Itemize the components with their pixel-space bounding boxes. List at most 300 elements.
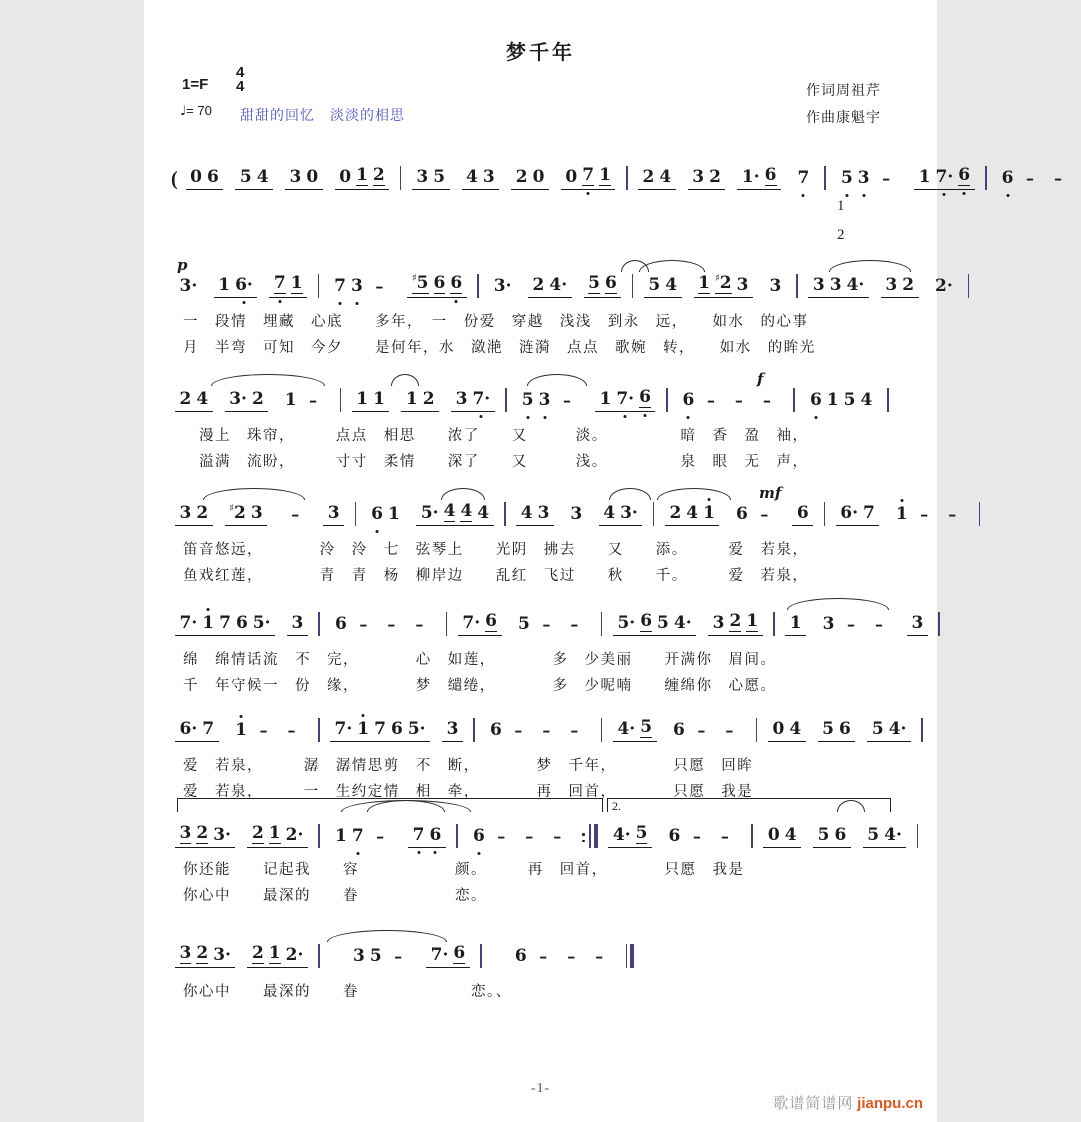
note	[408, 721, 426, 738]
note	[180, 391, 192, 408]
note-digit: 2	[532, 275, 545, 295]
score-system	[169, 372, 891, 484]
note-digit: 7	[374, 719, 386, 739]
note	[213, 827, 231, 844]
note	[539, 392, 551, 409]
note	[433, 169, 445, 186]
barline-stroke	[318, 944, 320, 968]
note	[477, 505, 489, 522]
barline-stroke	[751, 824, 753, 848]
barline	[966, 274, 971, 298]
measure	[607, 718, 762, 742]
measure	[324, 824, 462, 848]
slur-arc	[211, 374, 325, 386]
barline-stroke	[979, 502, 981, 526]
song-subtitle: 甜甜的回忆 淡淡的相思	[240, 109, 405, 124]
time-signature	[236, 66, 244, 94]
note-group	[768, 721, 806, 742]
note-digit: 6	[735, 504, 748, 524]
note	[692, 169, 704, 186]
note	[456, 391, 468, 408]
note	[219, 615, 231, 632]
measure	[169, 502, 361, 526]
verse-number: 1	[837, 198, 845, 214]
note-digit: 5	[433, 167, 446, 187]
note-group	[468, 828, 573, 848]
note-digit: 5·	[252, 613, 271, 633]
note	[935, 169, 953, 186]
note	[769, 278, 781, 295]
time-signature-bottom: 4	[236, 78, 245, 95]
note-digit: –	[760, 505, 769, 524]
note-digit: 7·	[935, 167, 954, 187]
note	[772, 721, 784, 738]
note	[697, 723, 705, 739]
measure	[406, 166, 632, 190]
barline-stroke	[340, 388, 342, 412]
octave-dot-below	[587, 192, 590, 195]
note	[884, 827, 902, 844]
lyrics-line: 一 段情 埋藏 心底 多年， 一 份爱 穿越 浅浅 到永 远， 如水 的心事	[183, 314, 809, 330]
note	[847, 277, 865, 294]
note	[357, 721, 369, 738]
note-digit: –	[539, 947, 548, 966]
note-digit: –	[259, 721, 268, 740]
note	[639, 389, 651, 408]
note	[444, 503, 456, 522]
note	[356, 391, 368, 408]
note	[768, 827, 780, 844]
note-digit: 3·	[229, 389, 247, 409]
slur-arc	[527, 374, 587, 386]
octave-dot-above	[708, 498, 711, 501]
note	[516, 169, 528, 186]
note-digit: 3	[352, 946, 365, 966]
note-group	[225, 391, 269, 412]
note	[919, 169, 931, 186]
note-digit: 3	[911, 613, 924, 633]
note	[374, 721, 386, 738]
sharp-icon: ♯	[714, 273, 720, 284]
measure	[169, 718, 324, 742]
lyrics-line: 漫上 珠帘， 点点 相思 浓了 又 淡。 暗 香 盈 袖，	[183, 428, 809, 444]
octave-dot-below	[526, 416, 529, 419]
note-digit: 6	[433, 273, 446, 293]
measure	[762, 718, 928, 742]
note	[785, 827, 797, 844]
barline	[792, 388, 797, 412]
score-system	[169, 798, 902, 910]
note	[844, 392, 856, 409]
barline	[977, 502, 982, 526]
note	[352, 828, 364, 845]
note-digit: 3	[812, 275, 825, 295]
note	[735, 393, 743, 409]
measure	[169, 274, 324, 298]
note	[373, 391, 385, 408]
note	[286, 827, 304, 844]
note-digit: 1·	[741, 167, 760, 187]
note	[180, 615, 198, 632]
note-digit: 6	[490, 720, 502, 740]
note-digit: 4	[466, 167, 478, 187]
note-digit: 6	[453, 943, 466, 963]
barline	[754, 718, 759, 742]
note-digit: 1	[235, 720, 247, 740]
octave-dot-below	[963, 192, 966, 195]
barline-stroke	[630, 944, 634, 968]
note-group	[678, 392, 783, 412]
note-digit: –	[375, 277, 384, 296]
notation-line	[169, 611, 924, 636]
note	[958, 167, 970, 186]
note	[447, 721, 459, 738]
note-group	[561, 167, 616, 190]
barline-stroke	[824, 502, 826, 526]
note-digit: 3	[179, 503, 192, 523]
note-digit: 7	[412, 825, 425, 845]
note	[515, 948, 527, 965]
note	[334, 278, 346, 295]
note-digit: 6	[450, 273, 463, 293]
note-digit: –	[553, 827, 562, 846]
site-url-link[interactable]: jianpu.cn	[857, 1095, 923, 1112]
repeat-dots-icon	[582, 833, 585, 842]
note-digit: 7	[219, 613, 231, 633]
note	[387, 617, 395, 633]
note-digit: 7·	[179, 613, 198, 633]
note	[521, 505, 533, 522]
ending-label: 2.	[612, 799, 621, 813]
note	[659, 169, 671, 186]
note	[252, 825, 264, 844]
note	[640, 719, 652, 738]
note	[840, 505, 858, 522]
note	[539, 949, 547, 965]
note-digit: –	[291, 505, 300, 524]
note	[673, 722, 685, 739]
octave-dot-below	[480, 415, 483, 418]
barline	[795, 274, 800, 298]
note-group	[914, 167, 974, 190]
octave-dot-below	[242, 301, 245, 304]
note-digit: 3	[857, 168, 870, 188]
measure	[480, 718, 607, 742]
note-digit: –	[359, 615, 368, 634]
note-digit: 4	[686, 503, 699, 523]
note	[370, 948, 382, 965]
note	[290, 169, 302, 186]
note-group	[489, 278, 516, 298]
note-digit: 6	[1001, 168, 1014, 188]
note-digit: 5·	[420, 503, 439, 523]
note	[269, 945, 281, 964]
barline	[915, 824, 920, 848]
barline-stroke	[756, 718, 758, 742]
octave-dot-below	[814, 416, 817, 419]
barline	[317, 824, 322, 848]
note-digit: 1	[356, 389, 369, 409]
note	[196, 825, 208, 844]
octave-dot-below	[643, 414, 646, 417]
verse-number: 2	[837, 227, 845, 243]
measure	[830, 166, 991, 190]
note	[729, 613, 741, 632]
note	[375, 279, 383, 295]
note-digit: 5	[822, 719, 834, 739]
note-group	[813, 827, 851, 848]
notation-line	[169, 501, 957, 526]
note-digit: 1	[789, 613, 802, 633]
note-digit: 7·	[462, 613, 481, 633]
note-digit: 6	[639, 387, 651, 407]
note-digit: 6	[485, 611, 497, 631]
note-digit: 4	[784, 825, 797, 845]
note-digit: 4	[196, 389, 209, 409]
note-digit: –	[882, 169, 891, 188]
note-digit: 1	[373, 389, 385, 409]
octave-dot-below	[356, 852, 359, 855]
note	[570, 723, 578, 739]
note-digit: –	[376, 827, 385, 846]
dynamic-mark: mf	[759, 484, 782, 502]
note-group	[638, 169, 676, 190]
note	[674, 615, 692, 632]
barline	[338, 388, 343, 412]
measure	[180, 166, 406, 190]
barline-stroke	[921, 718, 923, 742]
note	[1054, 171, 1062, 187]
note-group	[613, 613, 696, 636]
notation-line	[169, 388, 891, 412]
note-group	[818, 616, 895, 636]
note	[257, 169, 269, 186]
slur-arc	[609, 488, 651, 500]
note	[582, 167, 594, 186]
note-digit: 2	[251, 823, 264, 843]
note-digit: 4	[665, 275, 678, 295]
note	[450, 275, 462, 294]
note-digit: 6	[334, 614, 347, 634]
note	[798, 170, 810, 187]
note-digit: 6	[764, 165, 777, 185]
note-digit: 6	[390, 719, 403, 739]
note-group	[279, 507, 311, 526]
note-group	[235, 169, 273, 190]
note-group	[517, 392, 583, 412]
note	[948, 507, 956, 523]
note-digit: 1	[746, 611, 759, 631]
note	[373, 167, 385, 186]
note	[715, 274, 732, 294]
open-paren: (	[171, 168, 178, 190]
note-digit: 5	[648, 275, 661, 295]
note-digit: 7·	[616, 389, 635, 409]
note	[818, 827, 830, 844]
octave-dot-below	[434, 851, 437, 854]
note	[309, 393, 317, 409]
octave-dot-below	[543, 416, 546, 419]
note	[686, 505, 698, 522]
barline-stroke	[477, 274, 479, 298]
note	[920, 507, 928, 523]
note	[549, 277, 567, 294]
measure	[361, 502, 511, 526]
barline	[823, 166, 828, 190]
note-digit: 2	[179, 389, 192, 409]
note	[570, 506, 582, 523]
barline-stroke	[626, 166, 628, 190]
note	[760, 507, 768, 523]
note-digit: 6	[604, 273, 617, 293]
note-digit: 3	[416, 167, 429, 187]
note	[339, 169, 351, 186]
note-group	[997, 170, 1081, 190]
measure	[659, 502, 830, 526]
note-digit: 6	[834, 825, 847, 845]
note-digit: 5·	[617, 613, 636, 633]
note-digit: 1	[218, 275, 231, 295]
note-digit: 1	[356, 165, 368, 185]
measure	[779, 612, 944, 636]
note-group	[931, 278, 958, 298]
note-digit: –	[542, 615, 551, 634]
note-digit: 5	[817, 825, 830, 845]
note	[292, 615, 304, 632]
score-system	[169, 256, 953, 370]
note	[415, 617, 423, 633]
barline-stroke	[666, 388, 668, 412]
note-digit: 1	[357, 719, 370, 739]
note-digit: 3	[538, 390, 551, 410]
note-group	[231, 722, 308, 742]
note	[736, 506, 748, 523]
note-digit: 6	[640, 611, 653, 631]
note-digit: 3·	[213, 945, 231, 965]
note-group	[225, 504, 268, 526]
barline-stroke	[601, 718, 603, 742]
note-group	[416, 503, 493, 526]
barline-stroke	[626, 944, 628, 968]
note-group	[412, 169, 450, 190]
note-group	[407, 274, 466, 298]
measure	[342, 944, 486, 968]
note	[533, 277, 545, 294]
note	[698, 275, 710, 294]
measure	[799, 388, 893, 412]
note-digit: 3	[822, 614, 835, 634]
note	[863, 505, 875, 522]
note	[421, 505, 439, 522]
note	[453, 945, 465, 964]
note-digit: –	[542, 721, 551, 740]
note	[841, 170, 853, 187]
note	[599, 391, 611, 408]
note-digit: 3	[482, 167, 495, 187]
note-digit: 5	[369, 946, 382, 966]
note-digit: 2	[234, 503, 246, 523]
note-digit: 7	[351, 826, 364, 846]
note	[229, 504, 246, 522]
note-digit: 4·	[612, 825, 631, 845]
note-digit: 2	[709, 167, 721, 187]
note	[882, 171, 890, 187]
note-digit: 3	[289, 167, 302, 187]
note	[213, 947, 231, 964]
note-group	[175, 278, 202, 298]
note-digit: –	[846, 615, 855, 634]
note-digit: 6	[839, 719, 851, 739]
note-digit: 6	[472, 826, 485, 846]
note-group	[175, 945, 235, 968]
barline	[886, 388, 891, 412]
barline-stroke	[632, 274, 634, 298]
note-digit: 6·	[179, 719, 198, 739]
note-digit: 4·	[617, 719, 636, 739]
note-digit: 3	[885, 275, 898, 295]
octave-dot-below	[455, 300, 458, 303]
note-digit: 6	[235, 613, 248, 633]
note	[797, 505, 809, 522]
barline	[664, 388, 669, 412]
note	[1002, 170, 1014, 187]
note	[620, 505, 638, 522]
slur-arc	[391, 374, 419, 386]
note-group	[175, 615, 275, 636]
note-digit: 7·	[334, 719, 353, 739]
barline	[624, 166, 629, 190]
note-group	[584, 275, 622, 298]
note-group	[765, 278, 786, 298]
note-digit: 6	[514, 946, 527, 966]
note-digit: –	[567, 947, 576, 966]
note	[371, 506, 383, 523]
note	[830, 277, 842, 294]
note-group	[694, 274, 753, 298]
slur-arc	[327, 930, 447, 942]
note	[668, 828, 680, 845]
note-digit: 3	[179, 943, 192, 963]
measure	[324, 718, 479, 742]
note-digit: 1	[599, 165, 611, 185]
note-digit: 5	[657, 613, 669, 633]
note	[218, 277, 230, 294]
note-digit: –	[595, 947, 604, 966]
note-group	[323, 505, 344, 526]
note	[1026, 171, 1034, 187]
note	[707, 393, 715, 409]
composer-credit: 作曲康魁宇	[806, 111, 881, 126]
note-digit: 1	[268, 943, 281, 963]
note-digit: 7	[797, 168, 810, 188]
measure	[324, 274, 484, 298]
note-group	[287, 615, 308, 636]
note	[291, 275, 303, 294]
note-digit: –	[387, 615, 396, 634]
note-digit: 0	[532, 167, 545, 187]
notation-line	[169, 273, 953, 298]
note-digit: 6·	[235, 275, 253, 295]
barline	[822, 502, 827, 526]
barline	[316, 718, 321, 742]
note-digit: 4	[789, 719, 802, 739]
note-digit: 4	[477, 503, 490, 523]
note-digit: 7	[582, 165, 595, 185]
note	[725, 723, 733, 739]
note	[665, 277, 677, 294]
note	[827, 392, 839, 409]
note-digit: 1	[290, 273, 303, 293]
